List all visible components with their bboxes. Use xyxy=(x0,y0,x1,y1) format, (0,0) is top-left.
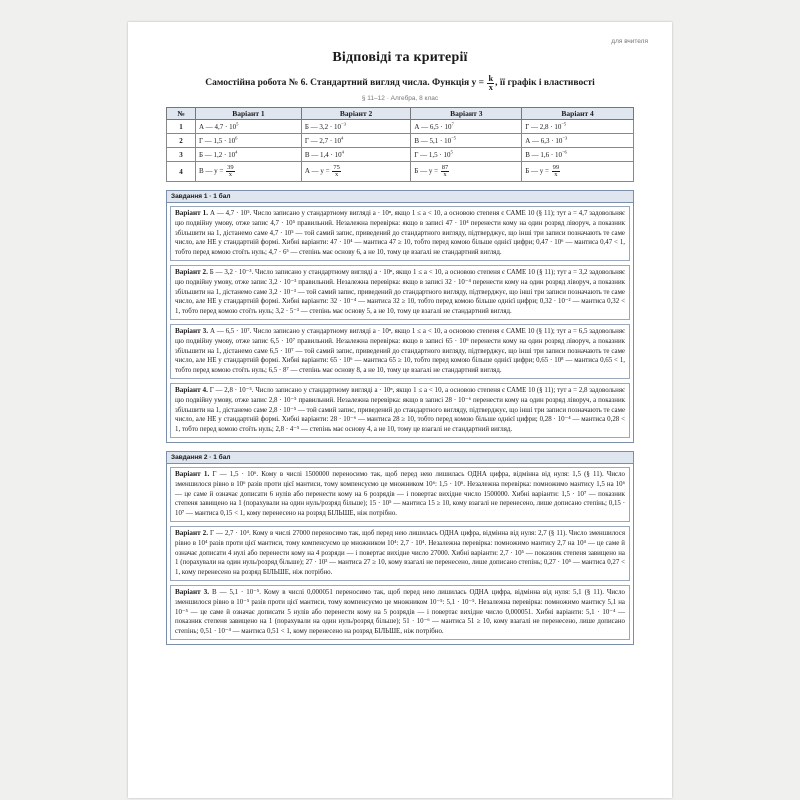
explanation-card xyxy=(170,383,630,438)
answer-cell: Б — $1,2 \cdot 10^4$ xyxy=(196,148,302,162)
answer-cell: Б — y = $\frac{99}{x}$ xyxy=(522,162,634,182)
section-reference: § 11–12 · Алгебра, 8 клас xyxy=(361,95,439,103)
header-number: № xyxy=(167,108,196,120)
subtitle-fraction xyxy=(487,75,494,91)
row-number: 4 xyxy=(167,162,196,182)
explanation-card xyxy=(170,585,630,640)
fraction-denominator: x xyxy=(488,82,493,92)
answer-cell: А — $6,3 \cdot 10^{-3}$ xyxy=(522,134,634,148)
row-number: 3 xyxy=(167,148,196,162)
answer-table-header xyxy=(167,108,634,120)
explanation-text: А — 4,7 · 10⁵. Число записано у стандартному вигляді a · 10ⁿ, якщо 1 ≤ a < 10, а основою степеня є САМЕ 10 (§ 11); тут a = 4,7 задовольняє цю подвійну умову, отже запис 4,7 · 10⁵ правильний. Незалежна перевірка: якщо в записі 47 · 10⁴ перенести кому на один розряд ліворуч, а показник збільшити на 1, дістанемо саме 4,7 · 10⁵ — той самий запис, приведений до стандартного вигляду, підтверджує, що інші три записи позначають те саме число, але НЕ у стандартній формі. Хибні варіанти: 47 · 10⁴ — мантиса 47 ≥ 10, тобто перед комою більше однієї цифри; 0,47 · 10⁶ — мантиса 0,47 < 1, тобто перед комою стоїть нуль; 4,7 · 6⁵ — степінь має основу 6, а не 10, тому це взагалі не стандартний вигляд. xyxy=(175,210,625,257)
variant-label: Варіант 1. xyxy=(175,209,209,218)
page-content xyxy=(166,22,634,645)
answer-cell: А — $6,5 \cdot 10^7$ xyxy=(411,120,522,134)
answer-cell: Б — y = $\frac{87}{x}$ xyxy=(411,162,522,182)
explanation-text: А — 6,5 · 10⁷. Число записано у стандартному вигляді a · 10ⁿ, якщо 1 ≤ a < 10, а основою степеня є САМЕ 10 (§ 11); тут a = 6,5 задовольняє цю подвійну умову, отже запис 6,5 · 10⁷ правильний. Незалежна перевірка: якщо в записі 65 · 10⁶ перенести кому на один розряд ліворуч, а показник збільшити на 1, дістанемо саме 6,5 · 10⁷ — той самий запис, приведений до стандартного вигляду, підтверджує, що інші три записи позначають те саме число, але НЕ у стандартній формі. Хибні варіанти: 65 · 10⁶ — мантиса 65 ≥ 10, тобто перед комою більше однієї цифри; 0,65 · 10⁸ — мантиса 0,65 < 1, тобто перед комою стоїть нуль; 6,5 · 8⁷ — степінь має основу 8, а не 10, тому це взагалі не стандартний вигляд. xyxy=(175,328,625,375)
variant-label: Варіант 3. xyxy=(175,327,209,335)
variant-label: Варіант 1. xyxy=(175,469,210,478)
answer-cell: А — $4,7 \cdot 10^5$ xyxy=(196,120,302,134)
answer-cell: В — $5,1 \cdot 10^{-5}$ xyxy=(411,134,522,148)
table-row xyxy=(167,148,634,162)
fraction-numerator: k xyxy=(488,74,494,83)
explanation-card xyxy=(170,324,630,379)
answer-cell: Г — $1,5 \cdot 10^5$ xyxy=(411,148,522,162)
subtitle-before: Самостійна робота № 6. Стандартний вигляд числа. Функція y = xyxy=(205,78,487,89)
table-row xyxy=(167,120,634,134)
answer-cell: Г — $2,7 \cdot 10^4$ xyxy=(301,134,410,148)
answer-table xyxy=(166,107,634,182)
subtitle-after: , її графік і властивості xyxy=(495,78,595,89)
task-2-section xyxy=(166,451,634,645)
audience-label: для вчителя xyxy=(611,38,648,45)
answer-cell: В — y = $\frac{39}{x}$ xyxy=(196,162,302,182)
variant-label: Варіант 2. xyxy=(175,528,209,537)
variant-label: Варіант 4. xyxy=(175,385,208,394)
table-row xyxy=(167,134,634,148)
answer-cell: Г — $2,8 \cdot 10^{-5}$ xyxy=(522,120,634,134)
explanation-text: Г — 1,5 · 10⁶. Кому в числі 1500000 переносимо так, щоб перед нею лишилась ОДНА цифра, відмінна від нуля: 1,5 (§ 11). Число зменшилося рівно в 10⁶ разів проти цієї мантиси, тому компенсуємо це множником 10⁶: 1,5 · 10⁶. Незалежна перевірка: помножимо мантису 1,5 на 10⁶ — це саме й означає дописати 6 нулів або перенести кому на 6 розрядів — і повертає вихідне число 1500000. Хибні варіанти: 1,5 · 10⁷ — показник степеня завищено на 1 (порахували на один нуль/розряд більше); 15 · 10⁵ — мантиса 15 ≥ 10, кому взагалі не перенесено, лише дописано степінь; 0,15 · 10⁷ — мантиса 0,15 < 1, кому перенесено на розряд БІЛЬШЕ, ніж потрібно. xyxy=(175,470,625,518)
answer-cell: В — $1,4 \cdot 10^4$ xyxy=(301,148,410,162)
page-title: Відповіді та критерії xyxy=(332,50,468,65)
answer-cell: В — $1,6 \cdot 10^{-6}$ xyxy=(522,148,634,162)
explanation-text: Г — 2,7 · 10⁴. Кому в числі 27000 переносимо так, щоб перед нею лишилась ОДНА цифра, відмінна від нуля: 2,7 (§ 11). Число зменшилося рівно в 10⁴ разів проти цієї мантиси, тому компенсуємо це множником 10⁴: 2,7 · 10⁴. Незалежна перевірка: помножимо мантису 2,7 на 10⁴ — це саме й означає дописати 4 нулі або перенести кому на 4 розряди — і повертає вихідне число 27000. Хибні варіанти: 2,7 · 10⁵ — показник степеня завищено на 1 (порахували на один нуль/розряд більше); 27 · 10³ — мантиса 27 ≥ 10, кому взагалі не перенесено, лише дописано степінь; 0,27 · 10⁵ — мантиса 0,27 < 1, кому перенесено на розряд БІЛЬШЕ, ніж потрібно. xyxy=(175,529,626,577)
task-1-heading: Завдання 1 · 1 бал xyxy=(167,191,633,203)
header-variant-4: Варіант 4 xyxy=(522,108,634,120)
explanation-card xyxy=(170,526,630,581)
header-variant-3: Варіант 3 xyxy=(411,108,522,120)
answer-cell: Б — $3,2 \cdot 10^{-3}$ xyxy=(301,120,410,134)
task-2-heading: Завдання 2 · 1 бал xyxy=(167,452,633,464)
page-subtitle xyxy=(166,75,634,91)
explanation-card xyxy=(170,467,630,522)
variant-label: Варіант 2. xyxy=(175,268,208,277)
table-row xyxy=(167,162,634,182)
explanation-text: Б — 3,2 · 10⁻³. Число записано у стандартному вигляді a · 10ⁿ, якщо 1 ≤ a < 10, а основою степеня є САМЕ 10 (§ 11); тут a = 3,2 задовольняє цю подвійну умову, отже запис 3,2 · 10⁻³ правильний. Незалежна перевірка: якщо в записі 32 · 10⁻⁴ перенести кому на один розряд ліворуч, а показник збільшити на 1, дістанемо саме 3,2 · 10⁻³ — той самий запис, приведений до стандартного вигляду, підтверджує, що інші три записи позначають те саме число, але НЕ у стандартній формі. Хибні варіанти: 32 · 10⁻⁴ — мантиса 32 ≥ 10, тобто перед комою більше однієї цифри; 0,32 · 10⁻² — мантиса 0,32 < 1, тобто перед комою стоїть нуль; 3,2 · 5⁻³ — степінь має основу 5, а не 10, тому це взагалі не стандартний вигляд. xyxy=(175,269,625,316)
explanation-card xyxy=(170,265,630,320)
row-number: 1 xyxy=(167,120,196,134)
explanation-card xyxy=(170,206,630,261)
task-1-section xyxy=(166,190,634,443)
answer-cell: Г — $1,5 \cdot 10^6$ xyxy=(196,134,302,148)
explanation-text: В — 5,1 · 10⁻⁵. Кому в числі 0,000051 переносимо так, щоб перед нею лишилась ОДНА цифра, відмінна від нуля: 5,1 (§ 11). Число зменшилося рівно в 10⁻⁵ разів проти цієї мантиси, тому компенсуємо це множником 10⁻⁵: 5,1 · 10⁻⁵. Незалежна перевірка: помножимо мантису 5,1 на 10⁻⁵ — це саме й означає дописати 5 нулів або перенести кому на 5 розрядів — і повертає вихідне число 0,000051. Хибні варіанти: 5,1 · 10⁻⁴ — показник степеня завищено на 1 (порахували на один нуль/розряд більше); 51 · 10⁻⁶ — мантиса 51 ≥ 10, кому взагалі не перенесено, лише дописано степінь; 0,51 · 10⁻⁴ — мантиса 0,51 < 1, кому перенесено на розряд БІЛЬШЕ, ніж потрібно. xyxy=(175,588,625,636)
header-variant-2: Варіант 2 xyxy=(301,108,410,120)
document-page xyxy=(128,22,672,798)
answer-cell: А — y = $\frac{75}{x}$ xyxy=(301,162,410,182)
row-number: 2 xyxy=(167,134,196,148)
header-variant-1: Варіант 1 xyxy=(196,108,302,120)
variant-label: Варіант 3. xyxy=(175,587,210,596)
explanation-text: Г — 2,8 · 10⁻⁵. Число записано у стандартному вигляді a · 10ⁿ, якщо 1 ≤ a < 10, а основою степеня є САМЕ 10 (§ 11); тут a = 2,8 задовольняє цю подвійну умову, отже запис 2,8 · 10⁻⁵ правильний. Незалежна перевірка: якщо в записі 28 · 10⁻⁶ перенести кому на один розряд ліворуч, а показник збільшити на 1, дістанемо саме 2,8 · 10⁻⁵ — той самий запис, приведений до стандартного вигляду, підтверджує, що інші три записи позначають те саме число, але НЕ у стандартній формі. Хибні варіанти: 28 · 10⁻⁶ — мантиса 28 ≥ 10, тобто перед комою більше однієї цифри; 0,28 · 10⁻⁴ — мантиса 0,28 < 1, тобто перед комою стоїть нуль; 2,8 · 4⁻⁵ — степінь має основу 4, а не 10, тому це взагалі не стандартний вигляд. xyxy=(175,386,625,434)
